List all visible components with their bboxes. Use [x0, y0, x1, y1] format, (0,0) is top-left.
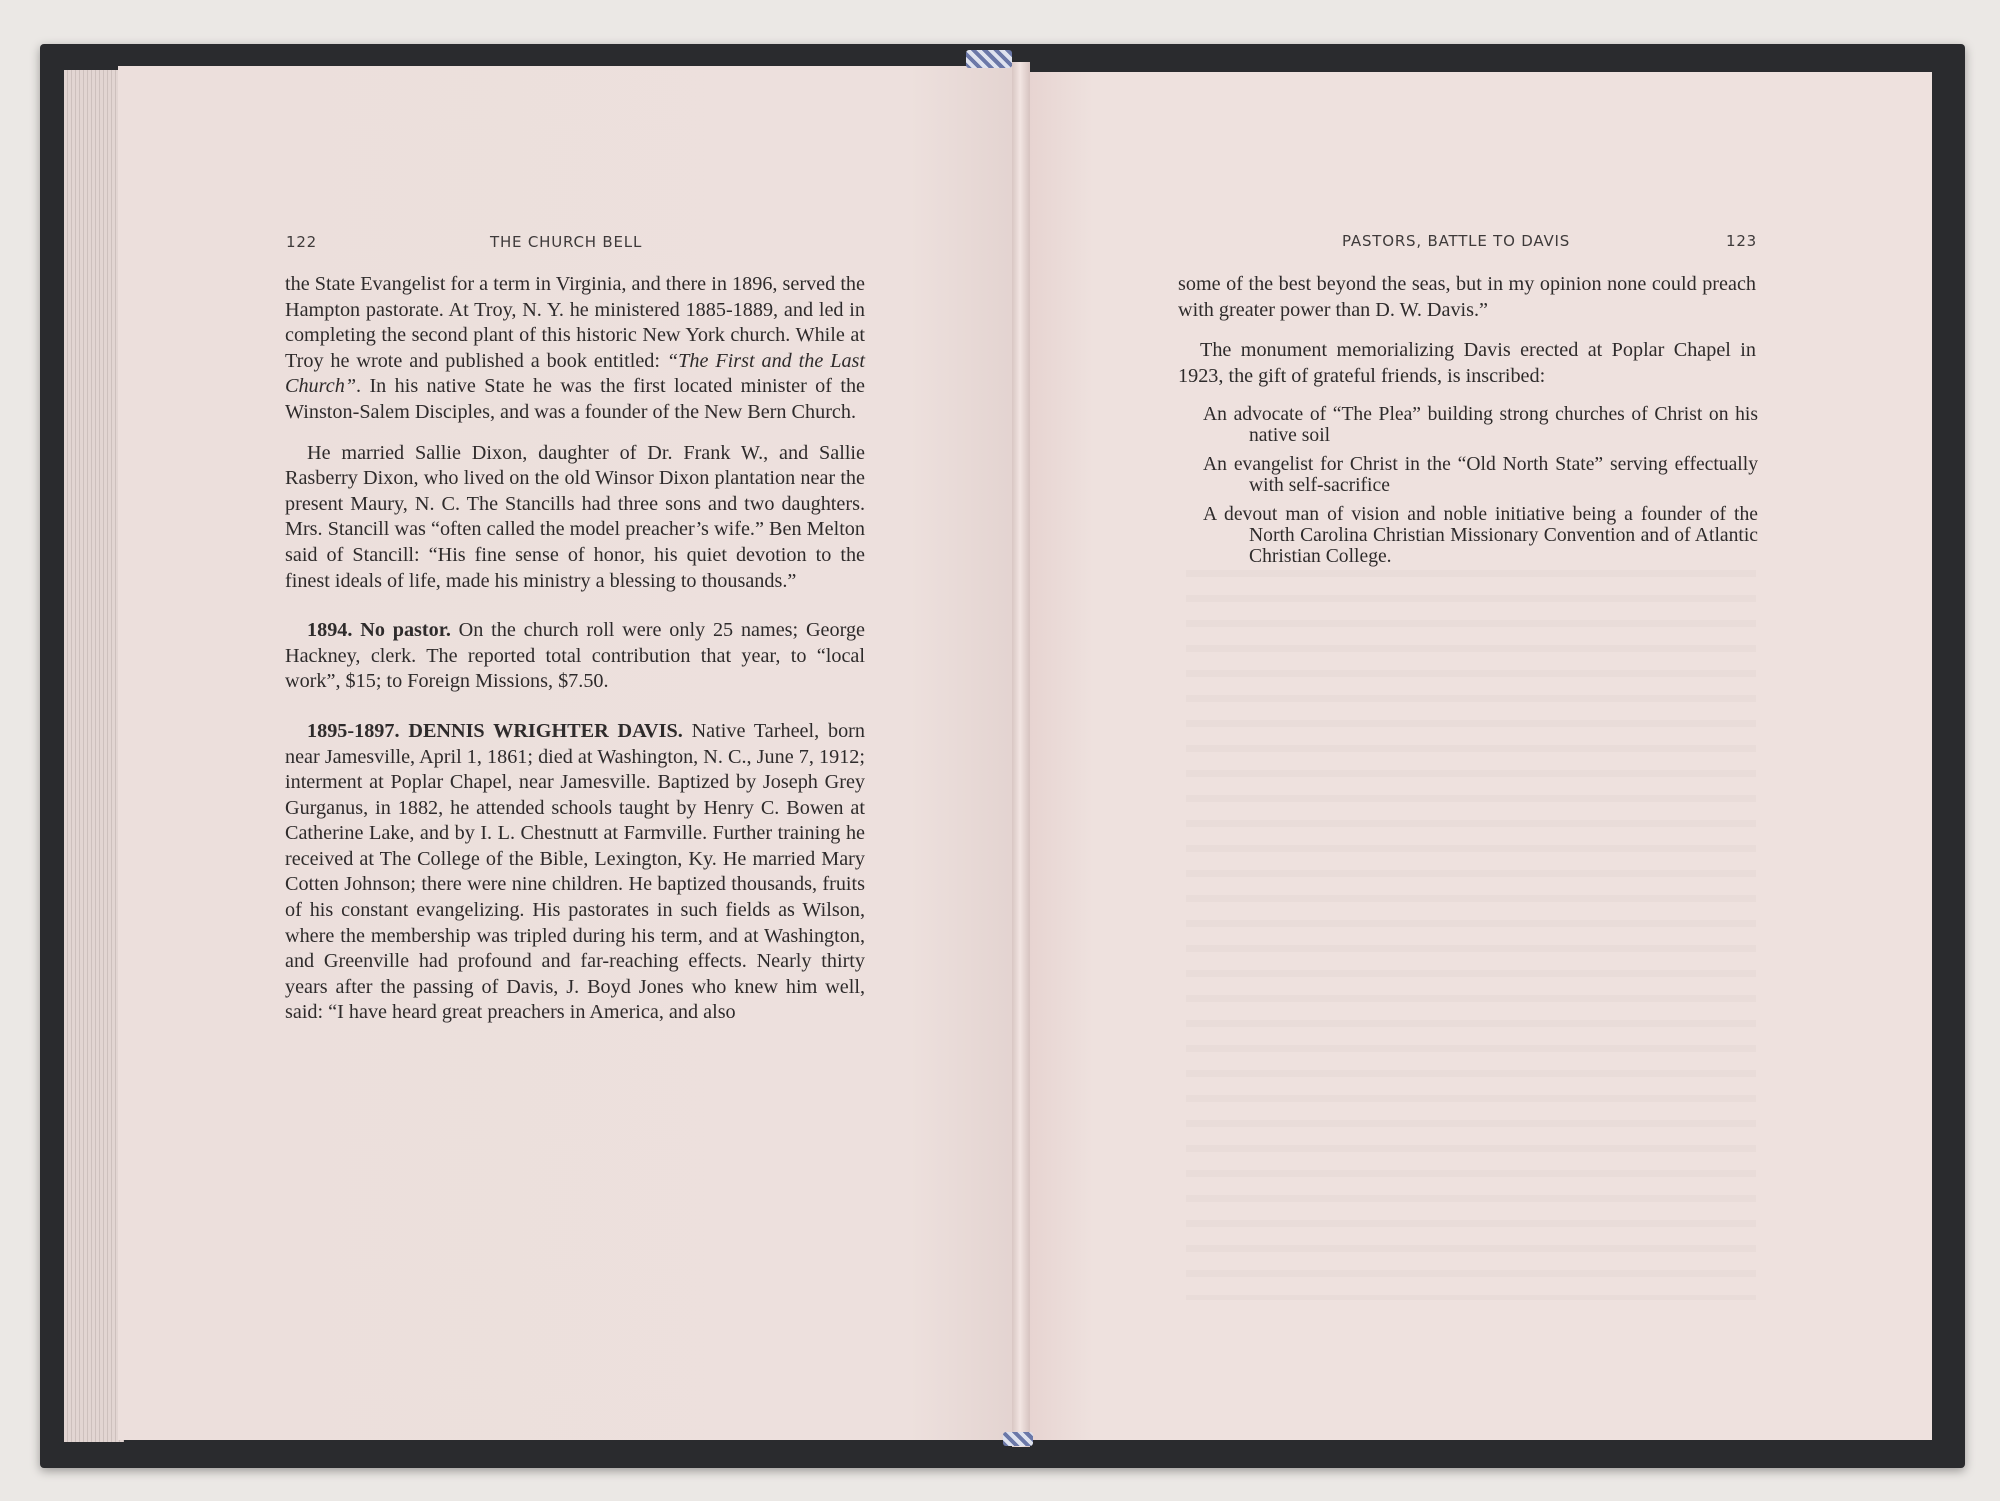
entry-heading: No pastor.	[360, 619, 451, 642]
left-page-number: 122	[286, 233, 318, 251]
pastor-name: DENNIS WRIGHTER DAVIS.	[408, 719, 683, 742]
paragraph: He married Sallie Dixon, daughter of Dr. Frank W., and Sallie Rasberry Dixon, who lived on the old Winsor Dixon plantation near the present Maury, N. C. The Stancills had three sons and two daughters. Mrs. Stancill was “often called the model preacher’s wife.” Ben Melton said of Stancill: “His fine sense of honor, his quiet devotion to the finest ideals of life, made his ministry a blessing to thousands.”	[285, 441, 865, 592]
paragraph	[285, 719, 865, 1026]
inscription-line: A devout man of vision and noble initiative being a founder of the North Carolina Christian Missionary Convention and of Atlantic Christian College.	[1203, 504, 1758, 567]
text-run: the State Evangelist for a term in Virginia, and there in 1896, served the Hampton pastorate. At Troy, N. Y. he ministered 1885-1889, and led in completing the second plant of this historic New York church. While at Troy he wrote and published a book entitled:	[285, 273, 865, 372]
paragraph: some of the best beyond the seas, but in my opinion none could preach with greater power than D. W. Davis.”	[1178, 273, 1756, 321]
book-title: “The First and the Last Church”	[285, 349, 866, 398]
entry-years: 1895-1897.	[307, 719, 400, 742]
monument-inscription	[1203, 404, 1758, 575]
left-running-head: THE CHURCH BELL	[490, 233, 643, 251]
left-page-text	[285, 272, 865, 1026]
right-running-head: PASTORS, BATTLE TO DAVIS	[1342, 232, 1571, 250]
inscription-line: An advocate of “The Plea” building strong churches of Christ on his native soil	[1203, 404, 1758, 446]
paragraph	[285, 618, 865, 695]
right-page-text	[1178, 272, 1756, 389]
paragraph	[285, 272, 865, 426]
right-page-number: 123	[1726, 232, 1758, 250]
text-run: Native Tarheel, born near Jamesville, April 1, 1861; died at Washington, N. C., June 7, 1912; interment at Poplar Chapel, near Jamesville. Baptized by Joseph Grey Gurganus, in 1882, he attended schools taught by Henry C. Bowen at Catherine Lake, and by I. L. Chestnutt at Farmville. Further training he received at The College of the Bible, Lexington, Ky. He married Mary Cotten Johnson; there were nine children. He baptized thousands, fruits of his constant evangelizing. His pastorates in such fields as Wilson, where the membership was tripled during his term, and at Washington, and Greenville had profound and far-reaching effects. Nearly thirty years after the passing of Davis, J. Boyd Jones who knew him well, said: “I have heard great preachers in America, and also	[285, 719, 865, 1024]
headband	[966, 50, 1012, 68]
entry-year: 1894.	[307, 619, 353, 642]
inscription-line: An evangelist for Christ in the “Old North State” serving effectually with self-sacrifice	[1203, 454, 1758, 496]
book-gutter	[1012, 62, 1030, 1447]
text-run: On the church roll were only 25 names; George Hackney, clerk. The reported total contribution that year, to “local work”, $15; to Foreign Missions, $7.50.	[285, 619, 865, 693]
paragraph: The monument memorializing Davis erected at Poplar Chapel in 1923, the gift of grateful friends, is inscribed:	[1178, 339, 1756, 387]
show-through-text	[1186, 570, 1756, 1300]
footband	[1003, 1432, 1033, 1446]
text-run: . In his native State he was the first located minister of the Winston-Salem Disciples, and was a founder of the New Bern Church.	[285, 375, 865, 423]
page-edges	[64, 70, 124, 1442]
